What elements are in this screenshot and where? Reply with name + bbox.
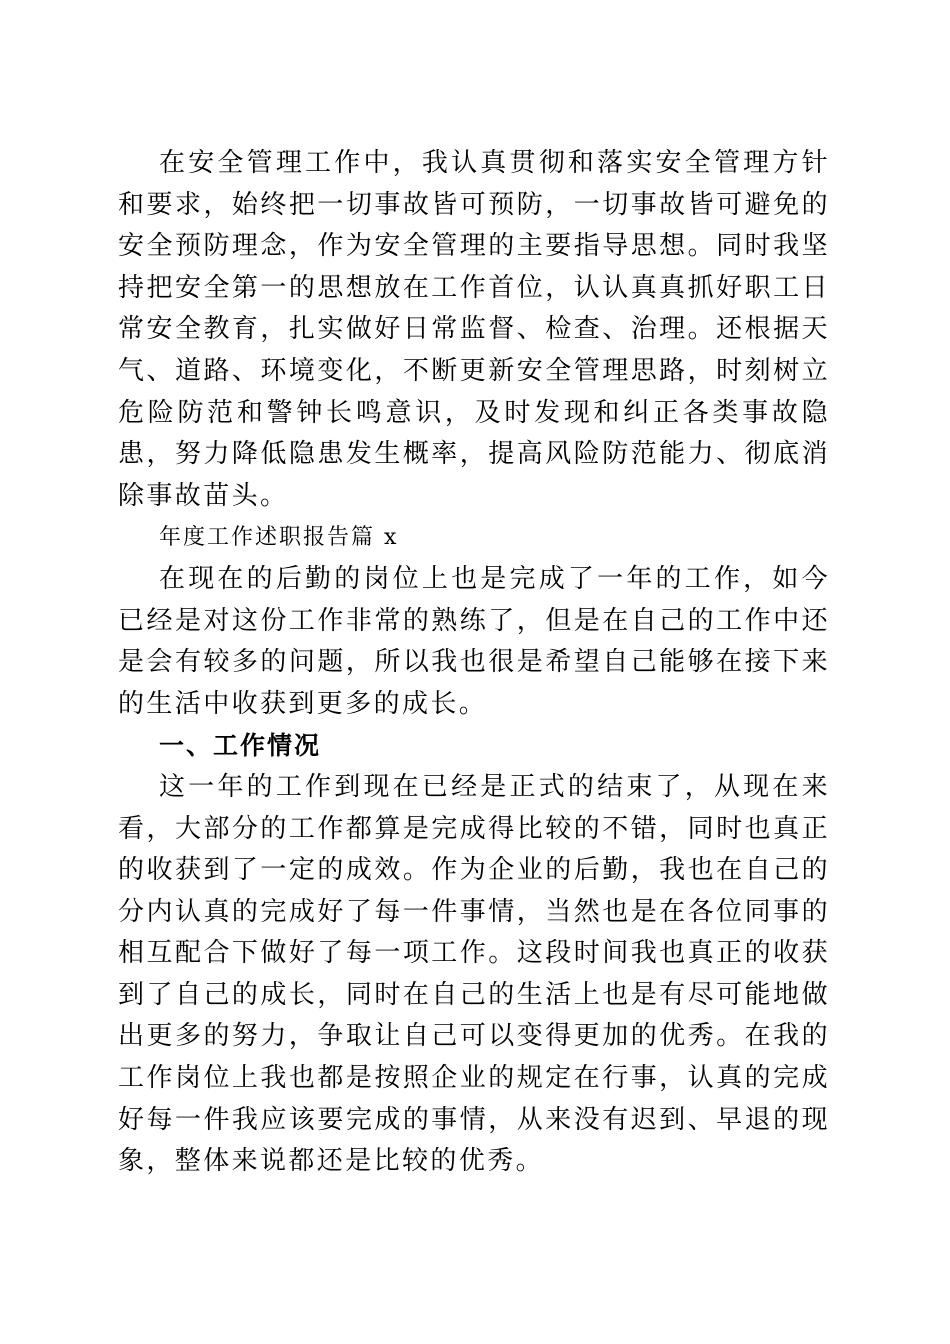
paragraph-logistics-intro: 在现在的后勤的岗位上也是完成了一年的工作，如今已经是对这份工作非常的熟练了，但是在自己的工作中还是会有较多的问题，所以我也很是希望自己能够在接下来的生活中收获到更多的成长。 [118,563,830,719]
section-title: 年度工作述职报告篇 x [159,525,399,551]
heading-work-situation: 一、工作情况 [159,731,322,761]
paragraph-safety-management: 在安全管理工作中，我认真贯彻和落实安全管理方针和要求，始终把一切事故皆可预防，一切事故皆可避免的安全预防理念，作为安全管理的主要指导思想。同时我坚持把安全第一的思想放在工作首位，认认真真抓好职工日常安全教育，扎实做好日常监督、检查、治理。还根据天气、道路、环境变化，不断更新安全管理思路，时刻树立危险防范和警钟长鸣意识，及时发现和纠正各类事故隐患，努力降低隐患发生概率，提高风险防范能力、彻底消除事故苗头。 [118,148,830,511]
document-body [118,143,830,1183]
paragraph-work-situation: 这一年的工作到现在已经是正式的结束了，从现在来看，大部分的工作都算是完成得比较的不错，同时也真正的收获到了一定的成效。作为企业的后勤，我也在自己的分内认真的完成好了每一件事情，当然也是在各位同事的相互配合下做好了每一项工作。这段时间我也真正的收获到了自己的成长，同时在自己的生活上也是有尽可能地做出更多的努力，争取让自己可以变得更加的优秀。在我的工作岗位上我也都是按照企业的规定在行事，认真的完成好每一件我应该要完成的事情，从来没有迟到、早退的现象，整体来说都还是比较的优秀。 [118,771,830,1177]
